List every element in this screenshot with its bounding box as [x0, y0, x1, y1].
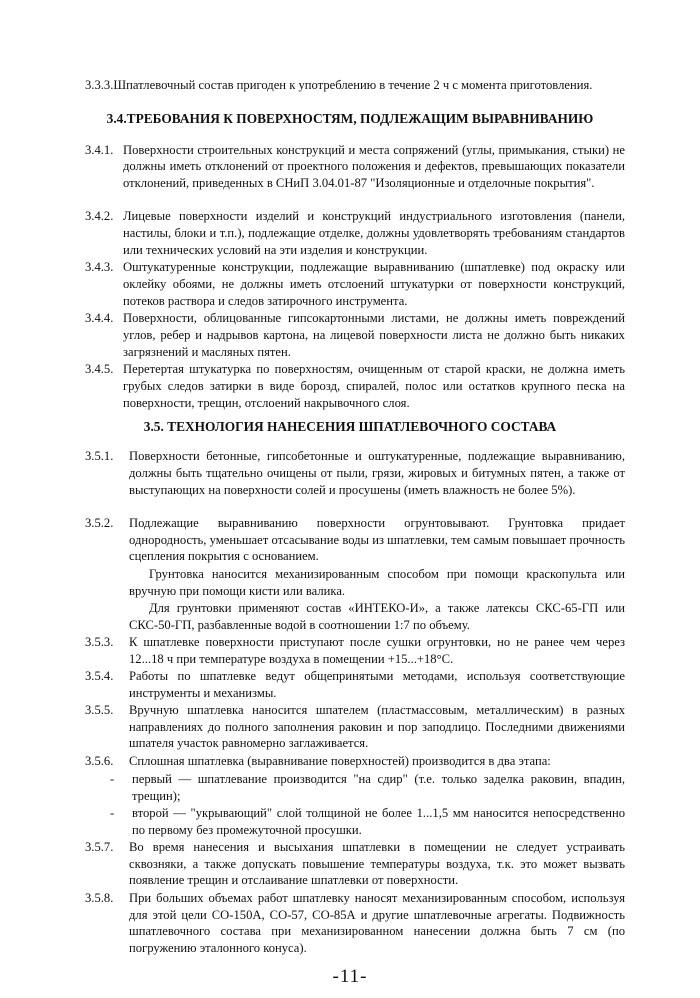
- paragraph-3-3-3: 3.3.3.Шпатлевочный состав пригоден к употреблению в течение 2 ч с момента приготовления.: [85, 77, 593, 92]
- list-item-second-stage-text: второй — "укрывающий" слой толщиной не более 1...1,5 мм наносится непосредственно по первому без промежуточной просушки.: [132, 806, 625, 837]
- paragraph-3-4-2-text: Лицевые поверхности изделий и конструкций индустриального изготовления (панели, настилы, блоки и т.п.), подлежащие отделке, должны удовлетворять требованиям стандартов или технических условий на эти изделия и конструкции.: [123, 209, 625, 257]
- paragraph-3-5-7: [85, 839, 625, 889]
- paragraph-3-5-3: [85, 634, 625, 667]
- heading-3-4: 3.4.ТРЕБОВАНИЯ К ПОВЕРХНОСТЯМ, ПОДЛЕЖАЩИМ ВЫРАВНИВАНИЮ: [106, 111, 594, 127]
- paragraph-3-5-4-text: Работы по шпатлевке ведут общепринятыми методами, используя соответствующие инструменты и механизмы.: [129, 669, 625, 700]
- paragraph-3-5-5: [85, 702, 625, 752]
- paragraph-3-5-3-label: 3.5.3.: [85, 635, 114, 650]
- paragraph-3-5-3-text: К шпатлевке поверхности приступают после сушки огрунтовки, но не ранее чем через 12...18 ч при температуре воздуха в помещении +15...+18°С.: [129, 635, 625, 666]
- paragraph-3-5-2-text: Подлежащие выравниванию поверхности огрунтовывают. Грунтовка придает однородность, уменьшает отсасывание воды из шпатлевки, тем самым повышает прочность сцепления покрытия с основанием.: [129, 516, 625, 564]
- paragraph-3-4-4: [85, 310, 625, 360]
- paragraph-3-5-7-label: 3.5.7.: [85, 840, 114, 855]
- paragraph-3-5-1: [85, 448, 625, 498]
- page-number: -11-: [332, 966, 368, 987]
- paragraph-3-5-7-text: Во время нанесения и высыхания шпатлевки в помещении не следует устраивать сквозняки, а также допускать повышение температуры воздуха, т.к. это может вызвать появление трещин и отслаивание шпатлевки от поверхности.: [129, 840, 625, 888]
- paragraph-3-5-5-text: Вручную шпатлевка наносится шпателем (пластмассовым, металлическим) в разных направлениях до полного заполнения раковин и пор заподлицо. Последними движениями шпателя участок равномерно заглаживается.: [129, 703, 625, 751]
- paragraph-3-5-2-priming-method: Грунтовка наносится механизированным способом при помощи краскопульта или вручную при помощи кисти или валика.: [129, 567, 625, 598]
- paragraph-3-5-1-text: Поверхности бетонные, гипсобетонные и оштукатуренные, подлежащие выравниванию, должны быть тщательно очищены от пыли, грязи, жировых и битумных пятен, а также от выступающих на поверхности солей и просушены (иметь влажность не более 5%).: [129, 449, 625, 497]
- bullet-dash: -: [110, 806, 115, 821]
- list-item-second-stage: [110, 805, 625, 838]
- paragraph-3-5-8: [85, 890, 625, 956]
- paragraph-3-4-1-text: Поверхности строительных конструкций и места сопряжений (углы, примыкания, стыки) не должны иметь отклонений от проектного положения и дефектов, превышающих показатели отклонений, приведенных в СНиП 3.04.01-87 "Изоляционные и отделочные покрытия".: [123, 142, 625, 190]
- paragraph-3-4-2-label: 3.4.2.: [85, 209, 114, 224]
- paragraph-3-4-3: [85, 259, 625, 309]
- paragraph-3-5-2: [85, 515, 625, 565]
- list-item-first-stage-text: первый — шпатлевание производится "на сдир" (т.е. только заделка раковин, впадин, трещин);: [132, 772, 625, 803]
- paragraph-3-5-6-label: 3.5.6.: [85, 754, 114, 769]
- paragraph-3-5-8-text: При больших объемах работ шпатлевку наносят механизированным способом, используя для этой цели СО-150А, СО-57, СО-85А и другие шпатлевочные агрегаты. Подвижность шпатлевочного состава при механизированном нанесении должна быть 7 см (по погружению эталонного конуса).: [129, 891, 625, 955]
- paragraph-3-4-1-label: 3.4.1.: [85, 142, 114, 157]
- paragraph-3-5-4-label: 3.5.4.: [85, 669, 114, 684]
- heading-3-5: 3.5. ТЕХНОЛОГИЯ НАНЕСЕНИЯ ШПАТЛЕВОЧНОГО СОСТАВА: [143, 419, 557, 435]
- paragraph-3-5-6-text: Сплошная шпатлевка (выравнивание поверхностей) производится в два этапа:: [129, 754, 551, 769]
- paragraph-3-4-1: [85, 142, 625, 192]
- list-item-first-stage: [110, 771, 625, 804]
- paragraph-3-4-5-text: Перетертая штукатурка по поверхностям, очищенным от старой краски, не должна иметь грубых следов затирки в виде борозд, спиралей, полос или остатков крупного песка на поверхности, трещин, отслоений накрывочного слоя.: [123, 362, 625, 410]
- paragraph-3-4-3-text: Оштукатуренные конструкции, подлежащие выравниванию (шпатлевке) под окраску или оклейку обоями, не должны иметь отслоений штукатурки от поверхности конструкций, потеков раствора и следов затирочного инструмента.: [123, 260, 625, 308]
- paragraph-3-5-2-label: 3.5.2.: [85, 516, 114, 531]
- paragraph-3-5-4: [85, 668, 625, 701]
- paragraph-3-4-3-label: 3.4.3.: [85, 260, 114, 275]
- paragraph-3-4-5-label: 3.4.5.: [85, 362, 114, 377]
- paragraph-3-5-8-label: 3.5.8.: [85, 891, 114, 906]
- paragraph-3-4-4-label: 3.4.4.: [85, 311, 114, 326]
- paragraph-3-5-5-label: 3.5.5.: [85, 703, 114, 718]
- paragraph-3-4-5: [85, 361, 625, 411]
- bullet-dash: -: [110, 772, 115, 787]
- paragraph-3-5-2-priming-composition: Для грунтовки применяют состав «ИНТЕКО-И», а также латексы СКС-65-ГП или СКС-50-ГП, разбавленные водой в соотношении 1:7 по объему.: [129, 601, 625, 632]
- paragraph-3-5-1-label: 3.5.1.: [85, 449, 114, 464]
- paragraph-3-4-2: [85, 208, 625, 258]
- paragraph-3-4-4-text: Поверхности, облицованные гипсокартонными листами, не должны иметь повреждений углов, ребер и надрывов картона, на лицевой поверхности листа не должно быть никаких загрязнений и масляных пятен.: [123, 311, 625, 359]
- paragraph-3-5-6: [85, 753, 625, 770]
